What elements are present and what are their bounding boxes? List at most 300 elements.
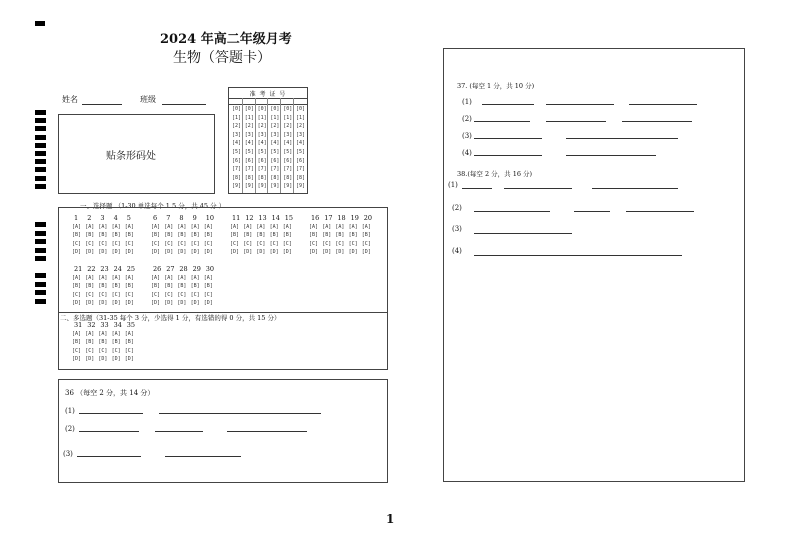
multi-option-bubble[interactable]: [B] [98, 339, 108, 346]
registration-mark [35, 21, 45, 26]
q37-blank[interactable] [474, 138, 542, 139]
multi-option-bubble[interactable]: [A] [85, 331, 95, 337]
mc-option-bubble[interactable]: [C] [98, 291, 108, 298]
timing-mark [35, 290, 46, 295]
mc-option-bubble[interactable]: [A] [85, 275, 95, 281]
mc-option-bubble[interactable]: [B] [203, 283, 213, 290]
mc-option-bubble[interactable]: [C] [335, 240, 345, 247]
q37-blank[interactable] [474, 155, 542, 156]
mc-option-bubble[interactable]: [B] [335, 232, 345, 239]
mc-option-bubble[interactable]: [D] [309, 249, 319, 256]
exam-id-header: 准 考 证 号 [249, 91, 287, 98]
mc-option-bubble[interactable]: [B] [72, 232, 82, 239]
q36-blank[interactable] [155, 431, 203, 432]
exam-id-bubble[interactable]: [4] [270, 140, 280, 147]
q37-label-2: (2) [462, 115, 472, 123]
exam-id-bubble[interactable]: [2] [283, 123, 293, 130]
mc-question-number: 8 [179, 214, 184, 222]
multi-heading: 二、多选题（31-35 每个 3 分，少选得 1 分，有选错的得 0 分，共 15 分） [60, 314, 281, 322]
mc-option-bubble[interactable]: [D] [243, 249, 253, 256]
exam-id-bubble[interactable]: [0] [257, 106, 267, 112]
exam-id-bubble[interactable]: [7] [283, 166, 293, 173]
timing-mark [35, 159, 46, 164]
exam-id-bubble[interactable]: [0] [244, 106, 254, 112]
multi-option-bubble[interactable]: [C] [124, 347, 134, 354]
q36-blank[interactable] [79, 413, 143, 414]
mc-option-bubble[interactable]: [B] [72, 283, 82, 290]
mc-option-bubble[interactable]: [A] [164, 275, 174, 281]
mc-heading: 一、选择题 （1-30 单选每个 1.5 分，共 45 分 ） [80, 202, 226, 210]
q36-label-3: (3) [63, 450, 73, 458]
mc-option-bubble[interactable]: [C] [203, 291, 213, 298]
mc-option-bubble[interactable]: [D] [269, 249, 279, 256]
exam-id-bubble[interactable]: [4] [232, 140, 242, 147]
q37-label-4: (4) [462, 149, 472, 157]
mc-option-bubble[interactable]: [A] [111, 224, 121, 230]
exam-id-bubble[interactable]: [6] [244, 157, 254, 164]
mc-option-bubble[interactable]: [D] [111, 249, 121, 256]
mc-option-bubble[interactable]: [D] [348, 249, 358, 256]
mc-option-bubble[interactable]: [B] [151, 232, 161, 239]
multi-option-bubble[interactable]: [A] [98, 331, 108, 337]
mc-question-number: 10 [205, 214, 215, 222]
name-field[interactable] [82, 104, 122, 105]
exam-id-bubble[interactable]: [9] [244, 183, 254, 190]
exam-id-bubble[interactable]: [6] [296, 157, 306, 164]
exam-id-bubble[interactable]: [7] [296, 166, 306, 173]
mc-option-bubble[interactable]: [D] [72, 249, 82, 256]
q36-blank[interactable] [227, 431, 307, 432]
multi-option-bubble[interactable]: [D] [85, 356, 95, 363]
timing-mark [35, 126, 46, 131]
mc-option-bubble[interactable]: [B] [190, 232, 200, 239]
q36-blank[interactable] [77, 456, 141, 457]
mc-option-bubble[interactable]: [C] [203, 240, 213, 247]
mc-question-number: 27 [166, 265, 175, 273]
mc-option-bubble[interactable]: [C] [85, 240, 95, 247]
mc-question-number: 14 [271, 214, 280, 222]
multi-option-bubble[interactable]: [D] [124, 356, 134, 363]
q37-blank[interactable] [622, 121, 692, 122]
mc-option-bubble[interactable]: [D] [177, 300, 187, 307]
mc-option-bubble[interactable]: [A] [256, 224, 266, 230]
exam-id-bubble[interactable]: [2] [232, 123, 242, 130]
q38-blank[interactable] [462, 188, 492, 189]
exam-id-bubble[interactable]: [1] [270, 114, 280, 121]
mc-option-bubble[interactable]: [A] [230, 224, 240, 230]
mc-option-bubble[interactable]: [C] [164, 291, 174, 298]
multi-option-bubble[interactable]: [B] [72, 339, 82, 346]
mc-option-bubble[interactable]: [B] [309, 232, 319, 239]
timing-mark [35, 222, 46, 227]
mc-option-bubble[interactable]: [C] [151, 291, 161, 298]
mc-option-bubble[interactable]: [D] [335, 249, 345, 256]
mc-option-bubble[interactable]: [A] [203, 224, 213, 230]
mc-option-bubble[interactable]: [A] [151, 224, 161, 230]
exam-id-bubble[interactable]: [3] [244, 131, 254, 138]
mc-option-bubble[interactable]: [B] [203, 232, 213, 239]
q38-label-3: (3) [452, 225, 462, 233]
mc-option-bubble[interactable]: [C] [111, 291, 121, 298]
mc-option-bubble[interactable]: [D] [190, 300, 200, 307]
mc-question-number: 16 [311, 214, 320, 222]
mc-option-bubble[interactable]: [C] [282, 240, 292, 247]
q38-blank[interactable] [592, 188, 678, 189]
exam-id-bubble[interactable]: [9] [257, 183, 267, 190]
q38-heading: 38.(每空 2 分，共 16 分) [457, 170, 533, 178]
exam-id-bubble[interactable]: [6] [270, 157, 280, 164]
exam-id-bubble[interactable]: [7] [232, 166, 242, 173]
timing-mark [35, 184, 46, 189]
multi-option-bubble[interactable]: [D] [111, 356, 121, 363]
page-subtitle: 生物（答题卡） [173, 50, 271, 66]
mc-option-bubble[interactable]: [D] [203, 300, 213, 307]
page-title: 2024 年高二年级月考 [160, 32, 292, 47]
q36-blank[interactable] [79, 431, 139, 432]
timing-mark [35, 143, 46, 148]
mc-option-bubble[interactable]: [D] [177, 249, 187, 256]
timing-mark [35, 176, 46, 181]
exam-id-bubble[interactable]: [8] [257, 174, 267, 181]
mc-option-bubble[interactable]: [B] [361, 232, 371, 239]
mc-option-bubble[interactable]: [B] [98, 283, 108, 290]
exam-id-bubble[interactable]: [9] [232, 183, 242, 190]
mc-option-bubble[interactable]: [A] [124, 224, 134, 230]
exam-id-bubble[interactable]: [0] [296, 106, 306, 112]
q36-label-1: (1) [65, 407, 75, 415]
exam-id-bubble[interactable]: [1] [257, 114, 267, 121]
mc-option-bubble[interactable]: [C] [164, 240, 174, 247]
mc-option-bubble[interactable]: [B] [85, 232, 95, 239]
class-field[interactable] [162, 104, 206, 105]
exam-id-bubble[interactable]: [3] [296, 131, 306, 138]
mc-question-number: 5 [126, 214, 131, 222]
mc-option-bubble[interactable]: [A] [72, 224, 82, 230]
class-label: 班级 [140, 95, 156, 104]
q37-heading: 37. (每空 1 分，共 10 分) [457, 82, 535, 90]
exam-id-bubble[interactable]: [8] [283, 174, 293, 181]
mc-option-bubble[interactable]: [A] [309, 224, 319, 230]
mc-option-bubble[interactable]: [A] [203, 275, 213, 281]
q37-blank[interactable] [474, 121, 530, 122]
mc-option-bubble[interactable]: [B] [111, 232, 121, 239]
mc-question-number: 1 [74, 214, 79, 222]
q38-blank[interactable] [474, 233, 572, 234]
q38-blank[interactable] [574, 211, 610, 212]
exam-id-bubble[interactable]: [0] [283, 106, 293, 112]
q37-blank[interactable] [546, 104, 614, 105]
mc-option-bubble[interactable]: [D] [85, 300, 95, 307]
mc-option-bubble[interactable]: [B] [124, 232, 134, 239]
mc-option-bubble[interactable]: [A] [98, 275, 108, 281]
exam-id-bubble[interactable]: [0] [270, 106, 280, 112]
q37-label-1: (1) [462, 98, 472, 106]
mc-option-bubble[interactable]: [B] [348, 232, 358, 239]
exam-id-bubble[interactable]: [2] [244, 123, 254, 130]
mc-option-bubble[interactable]: [A] [177, 224, 187, 230]
exam-id-grid [228, 87, 308, 194]
exam-id-bubble[interactable]: [1] [232, 114, 242, 121]
mc-question-number: 28 [179, 265, 188, 273]
mc-option-bubble[interactable]: [A] [98, 224, 108, 230]
multi-option-bubble[interactable]: [C] [85, 347, 95, 354]
mc-option-bubble[interactable]: [D] [85, 249, 95, 256]
mc-option-bubble[interactable]: [C] [177, 240, 187, 247]
multi-option-bubble[interactable]: [C] [72, 347, 82, 354]
mc-option-bubble[interactable]: [C] [190, 240, 200, 247]
multi-option-bubble[interactable]: [B] [85, 339, 95, 346]
mc-option-bubble[interactable]: [D] [124, 300, 134, 307]
multi-option-bubble[interactable]: [B] [124, 339, 134, 346]
mc-option-bubble[interactable]: [D] [361, 249, 371, 256]
mc-question-number: 18 [337, 214, 346, 222]
multi-option-bubble[interactable]: [C] [98, 347, 108, 354]
multi-question-number: 35 [126, 321, 136, 329]
mc-question-number: 21 [74, 265, 83, 273]
mc-question-number: 19 [350, 214, 359, 222]
q38-label-4: (4) [452, 247, 462, 255]
multi-option-bubble[interactable]: [A] [124, 331, 134, 337]
mc-option-bubble[interactable]: [C] [85, 291, 95, 298]
mc-option-bubble[interactable]: [D] [124, 249, 134, 256]
mc-option-bubble[interactable]: [B] [151, 283, 161, 290]
q36-blank[interactable] [159, 413, 321, 414]
mc-option-bubble[interactable]: [A] [111, 275, 121, 281]
q36-blank[interactable] [165, 456, 241, 457]
exam-id-bubble[interactable]: [1] [283, 114, 293, 121]
timing-mark [35, 110, 46, 115]
multi-option-bubble[interactable]: [A] [111, 331, 121, 337]
mc-option-bubble[interactable]: [D] [282, 249, 292, 256]
mc-option-bubble[interactable]: [D] [151, 249, 161, 256]
timing-mark [35, 118, 46, 123]
exam-id-bubble[interactable]: [6] [257, 157, 267, 164]
page-number: 1 [386, 512, 395, 526]
exam-id-bubble[interactable]: [1] [244, 114, 254, 121]
mc-option-bubble[interactable]: [C] [151, 240, 161, 247]
exam-id-bubble[interactable]: [4] [244, 140, 254, 147]
mc-option-bubble[interactable]: [A] [124, 275, 134, 281]
exam-id-bubble[interactable]: [4] [283, 140, 293, 147]
multi-question-number: 31 [74, 321, 83, 329]
mc-option-bubble[interactable]: [A] [243, 224, 253, 230]
mc-option-bubble[interactable]: [B] [190, 283, 200, 290]
mc-question-number: 17 [324, 214, 333, 222]
timing-mark [35, 135, 46, 140]
mc-option-bubble[interactable]: [A] [282, 224, 292, 230]
exam-id-bubble[interactable]: [5] [232, 149, 242, 155]
multi-question-number: 34 [113, 321, 122, 329]
mc-option-bubble[interactable]: [C] [230, 240, 240, 247]
mc-option-bubble[interactable]: [D] [164, 249, 174, 256]
exam-id-bubble[interactable]: [4] [296, 140, 306, 147]
mc-option-bubble[interactable]: [A] [151, 275, 161, 281]
exam-id-bubble[interactable]: [7] [244, 166, 254, 173]
exam-id-bubble[interactable]: [3] [270, 131, 280, 138]
multi-question-number: 33 [100, 321, 109, 329]
timing-mark [35, 151, 46, 156]
exam-id-bubble[interactable]: [5] [257, 149, 267, 155]
barcode-area [58, 114, 215, 194]
mc-option-bubble[interactable]: [D] [230, 249, 240, 256]
q37-blank[interactable] [566, 138, 678, 139]
mc-question-number: 30 [205, 265, 215, 273]
q38-blank[interactable] [474, 211, 550, 212]
mc-option-bubble[interactable]: [A] [361, 224, 371, 230]
mc-option-bubble[interactable]: [D] [203, 249, 213, 256]
exam-id-bubble[interactable]: [5] [296, 149, 306, 155]
q38-blank[interactable] [474, 255, 682, 256]
mc-option-bubble[interactable]: [D] [256, 249, 266, 256]
mc-option-bubble[interactable]: [D] [164, 300, 174, 307]
multi-option-bubble[interactable]: [B] [111, 339, 121, 346]
q37-blank[interactable] [482, 104, 534, 105]
q38-blank[interactable] [504, 188, 572, 189]
exam-id-bubble[interactable]: [2] [257, 123, 267, 130]
mc-option-bubble[interactable]: [A] [164, 224, 174, 230]
exam-id-bubble[interactable]: [7] [270, 166, 280, 173]
exam-id-bubble[interactable]: [8] [270, 174, 280, 181]
mc-option-bubble[interactable]: [A] [177, 275, 187, 281]
mc-option-bubble[interactable]: [A] [85, 224, 95, 230]
mc-option-bubble[interactable]: [A] [269, 224, 279, 230]
mc-option-bubble[interactable]: [D] [98, 300, 108, 307]
timing-mark [35, 256, 46, 261]
mc-option-bubble[interactable]: [D] [111, 300, 121, 307]
mc-option-bubble[interactable]: [C] [361, 240, 371, 247]
mc-option-bubble[interactable]: [A] [335, 224, 345, 230]
mc-option-bubble[interactable]: [A] [348, 224, 358, 230]
mc-question-number: 6 [153, 214, 158, 222]
mc-option-bubble[interactable]: [C] [348, 240, 358, 247]
mc-option-bubble[interactable]: [B] [322, 232, 332, 239]
mc-question-number: 13 [258, 214, 267, 222]
mc-option-bubble[interactable]: [B] [243, 232, 253, 239]
mc-option-bubble[interactable]: [B] [177, 232, 187, 239]
mc-option-bubble[interactable]: [D] [322, 249, 332, 256]
mc-question-number: 22 [87, 265, 96, 273]
mc-option-bubble[interactable]: [B] [111, 283, 121, 290]
mc-question-number: 15 [284, 214, 294, 222]
timing-mark [35, 231, 46, 236]
mc-option-bubble[interactable]: [D] [151, 300, 161, 307]
mc-question-number: 25 [126, 265, 136, 273]
mc-option-bubble[interactable]: [C] [190, 291, 200, 298]
q36-heading: 36 （每空 2 分，共 14 分） [65, 389, 155, 397]
exam-id-bubble[interactable]: [6] [283, 157, 293, 164]
exam-id-bubble[interactable]: [9] [270, 183, 280, 190]
mc-option-bubble[interactable]: [C] [243, 240, 253, 247]
exam-id-bubble[interactable]: [1] [296, 114, 306, 121]
timing-mark [35, 273, 46, 278]
exam-id-bubble[interactable]: [5] [270, 149, 280, 155]
barcode-label: 贴条形码处 [106, 151, 156, 162]
q36-section [58, 379, 388, 483]
exam-id-bubble[interactable]: [9] [296, 183, 306, 190]
mc-question-number: 11 [232, 214, 241, 222]
q37-blank[interactable] [566, 155, 656, 156]
exam-id-bubble[interactable]: [9] [283, 183, 293, 190]
mc-option-bubble[interactable]: [D] [72, 300, 82, 307]
mc-question-number: 7 [166, 214, 171, 222]
q38-blank[interactable] [626, 211, 694, 212]
exam-id-bubble[interactable]: [7] [257, 166, 267, 173]
exam-id-bubble[interactable]: [8] [244, 174, 254, 181]
mc-option-bubble[interactable]: [B] [164, 283, 174, 290]
mc-option-bubble[interactable]: [C] [124, 291, 134, 298]
mc-option-bubble[interactable]: [B] [85, 283, 95, 290]
q37-blank[interactable] [629, 104, 697, 105]
exam-id-bubble[interactable]: [0] [232, 106, 242, 112]
mc-option-bubble[interactable]: [A] [72, 275, 82, 281]
exam-id-bubble[interactable]: [4] [257, 140, 267, 147]
name-label: 姓名 [62, 95, 78, 104]
mc-option-bubble[interactable]: [C] [322, 240, 332, 247]
mc-question-number: 4 [113, 214, 118, 222]
timing-mark [35, 239, 46, 244]
mc-option-bubble[interactable]: [D] [98, 249, 108, 256]
multi-option-bubble[interactable]: [D] [98, 356, 108, 363]
exam-id-bubble[interactable]: [8] [296, 174, 306, 181]
exam-id-bubble[interactable]: [5] [244, 149, 254, 155]
mc-option-bubble[interactable]: [B] [282, 232, 292, 239]
mc-option-bubble[interactable]: [B] [230, 232, 240, 239]
mc-option-bubble[interactable]: [B] [256, 232, 266, 239]
mc-option-bubble[interactable]: [B] [98, 232, 108, 239]
mc-option-bubble[interactable]: [A] [322, 224, 332, 230]
mc-option-bubble[interactable]: [B] [269, 232, 279, 239]
mc-question-number: 23 [100, 265, 109, 273]
exam-id-bubble[interactable]: [3] [232, 131, 242, 138]
mc-option-bubble[interactable]: [C] [72, 240, 82, 247]
mc-option-bubble[interactable]: [A] [190, 224, 200, 230]
exam-id-bubble[interactable]: [5] [283, 149, 293, 155]
mc-option-bubble[interactable]: [B] [177, 283, 187, 290]
mc-question-number: 29 [192, 265, 201, 273]
exam-id-bubble[interactable]: [6] [232, 157, 242, 164]
mc-option-bubble[interactable]: [C] [309, 240, 319, 247]
mc-option-bubble[interactable]: [C] [124, 240, 134, 247]
mc-option-bubble[interactable]: [C] [98, 240, 108, 247]
exam-id-bubble[interactable]: [3] [257, 131, 267, 138]
mc-option-bubble[interactable]: [A] [190, 275, 200, 281]
mc-option-bubble[interactable]: [B] [124, 283, 134, 290]
multi-option-bubble[interactable]: [A] [72, 331, 82, 337]
mc-option-bubble[interactable]: [B] [164, 232, 174, 239]
mc-question-number: 26 [153, 265, 162, 273]
timing-mark [35, 248, 46, 253]
multi-option-bubble[interactable]: [D] [72, 356, 82, 363]
timing-mark [35, 167, 46, 172]
exam-id-bubble[interactable]: [2] [296, 123, 306, 130]
exam-id-bubble[interactable]: [8] [232, 174, 242, 181]
q38-label-2: (2) [452, 204, 462, 212]
multi-option-bubble[interactable]: [C] [111, 347, 121, 354]
mc-option-bubble[interactable]: [C] [177, 291, 187, 298]
q36-label-2: (2) [65, 425, 75, 433]
q37-label-3: (3) [462, 132, 472, 140]
mc-option-bubble[interactable]: [D] [190, 249, 200, 256]
mc-option-bubble[interactable]: [C] [111, 240, 121, 247]
exam-id-bubble[interactable]: [2] [270, 123, 280, 130]
q37-blank[interactable] [546, 121, 606, 122]
mc-option-bubble[interactable]: [C] [269, 240, 279, 247]
exam-id-bubble[interactable]: [3] [283, 131, 293, 138]
mc-option-bubble[interactable]: [C] [72, 291, 82, 298]
mc-option-bubble[interactable]: [C] [256, 240, 266, 247]
mc-question-number: 3 [100, 214, 105, 222]
mc-question-number: 9 [192, 214, 197, 222]
